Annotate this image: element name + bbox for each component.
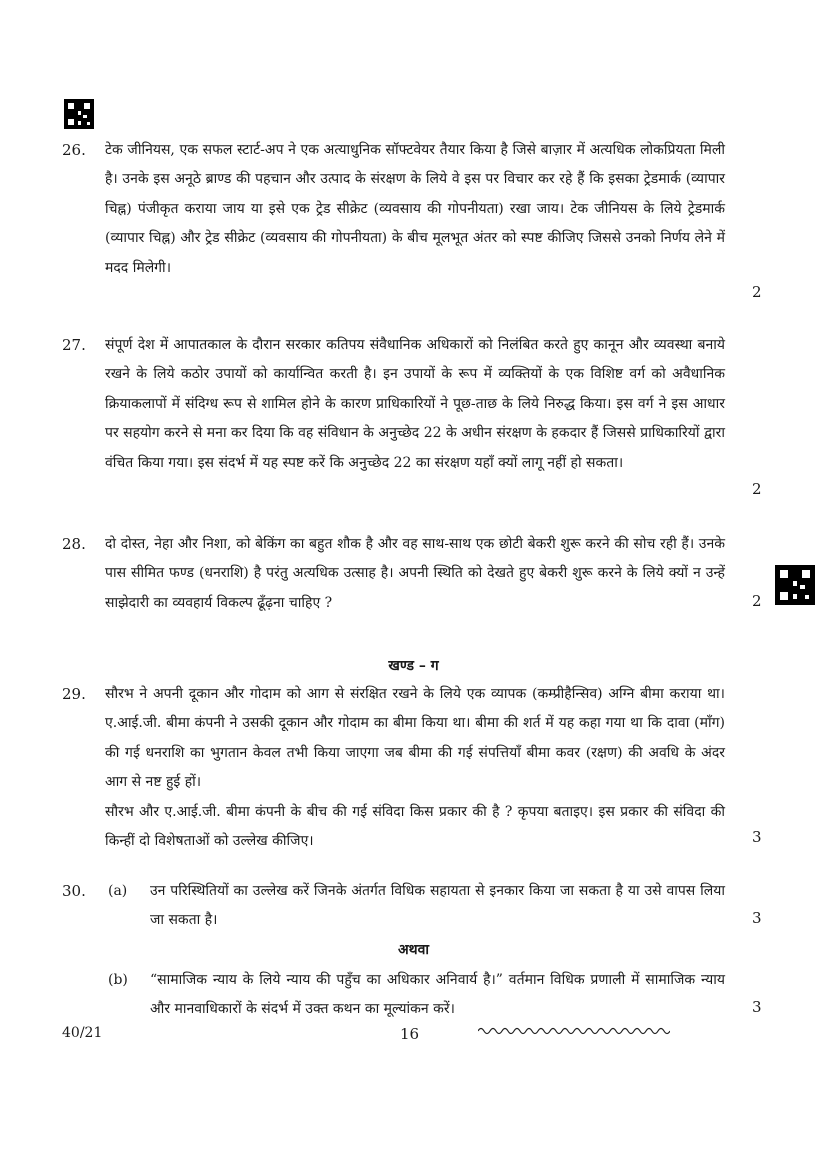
page-number: 16	[400, 1025, 420, 1043]
question-marks-b: 3	[752, 998, 762, 1016]
sub-question-text-b: “सामाजिक न्याय के लिये न्याय की पहुँच का अधिकार अनिवार्य है।” वर्तमान विधिक प्रणाली में सामाजिक न्याय और मानवाधिकारों के संदर्भ में उक्त कथन का मूल्यांकन करें।	[150, 972, 725, 1018]
question-text: सौरभ ने अपनी दूकान और गोदाम को आग से संरक्षित रखने के लिये एक व्यापक (कम्प्रीहैन्सिव) अग्नि बीमा कराया था। ए.आई.जी. बीमा कंपनी ने उसकी दूकान और गोदाम का बीमा किया था। बीमा की शर्त में यह कहा गया था कि दावा (माँग) की गई धनराशि का भुगतान केवल तभी किया जाएगा जब बीमा की गई संपत्तियाँ बीमा कवर (रक्षण) की अवधि के अंदर आग से नष्ट हुई हों। सौरभ और ए.आई.जी. बीमा कंपनी के बीच की गई संविदा किस प्रकार की है ? कृपया बताइए। इस प्रकार की संविदा की किन्हीं दो विशेषताओं को उल्लेख कीजिए।	[105, 686, 725, 850]
paper-code: 40/21	[62, 1025, 103, 1041]
question-marks: 2	[752, 592, 762, 610]
question-marks: 3	[752, 828, 762, 846]
section-heading: खण्ड – ग	[388, 658, 439, 674]
question-number: 27.	[62, 336, 86, 354]
sub-question-text-a: उन परिस्थितियों का उल्लेख करें जिनके अंतर्गत विधिक सहायता से इनकार किया जा सकता है या उसे वापस लिया जा सकता है।	[150, 883, 725, 929]
question-marks: 2	[752, 480, 762, 498]
qr-code-icon	[775, 565, 815, 605]
wavy-line-icon	[478, 1024, 670, 1038]
or-divider: अथवा	[397, 942, 430, 958]
sub-question-label-b: (b)	[108, 972, 128, 988]
question-number: 28.	[62, 535, 86, 553]
question-marks-a: 3	[752, 909, 762, 927]
qr-code-icon	[64, 99, 94, 129]
question-number: 29.	[62, 685, 86, 703]
question-text: दो दोस्त, नेहा और निशा, को बेकिंग का बहुत शौक है और वह साथ-साथ एक छोटी बेकरी शुरू करने की सोच रही हैं। उनके पास सीमित फण्ड (धनराशि) है परंतु अत्यधिक उत्साह है। अपनी स्थिति को देखते हुए बेकरी शुरू करने के लिये क्यों न उन्हें साझेदारी का व्यवहार्य विकल्प ढूँढ़ना चाहिए ?	[105, 536, 725, 611]
question-text: संपूर्ण देश में आपातकाल के दौरान सरकार कतिपय संवैधानिक अधिकारों को निलंबित करते हुए कानून और व्यवस्था बनाये रखने के लिये कठोर उपायों को कार्यान्वित करती है। इन उपायों के रूप में व्यक्तियों के एक विशिष्ट वर्ग को अवैधानिक क्रियाकलापों में संदिग्ध रूप से शामिल होने के कारण प्राधिकारियों ने पूछ-ताछ के लिये निरुद्ध किया। इस वर्ग ने इस आधार पर सहयोग करने से मना कर दिया कि वह संविधान के अनुच्छेद 22 के अधीन संरक्षण के हकदार हैं जिससे प्राधिकारियों द्वारा वंचित किया गया। इस संदर्भ में यह स्पष्ट करें कि अनुच्छेद 22 का संरक्षण यहाँ क्यों लागू नहीं हो सकता।	[105, 337, 725, 471]
question-text: टेक जीनियस, एक सफल स्टार्ट-अप ने एक अत्याधुनिक सॉफ्टवेयर तैयार किया है जिसे बाज़ार में अत्यधिक लोकप्रियता मिली है। उनके इस अनूठे ब्राण्ड की पहचान और उत्पाद के संरक्षण के लिये वे इस पर विचार कर रहे हैं कि इसका ट्रेडमार्क (व्यापार चिह्न) पंजीकृत कराया जाय या इसे एक ट्रेड सीक्रेट (व्यवसाय की गोपनीयता) रखा जाय। टेक जीनियस के लिये ट्रेडमार्क (व्यापार चिह्न) और ट्रेड सीक्रेट (व्यवसाय की गोपनीयता) के बीच मूलभूत अंतर को स्पष्ट कीजिए जिससे उनको निर्णय लेने में मदद मिलेगी।	[105, 142, 725, 276]
question-marks: 2	[752, 283, 762, 301]
question-number: 26.	[62, 141, 86, 159]
sub-question-label-a: (a)	[108, 883, 128, 899]
question-number: 30.	[62, 882, 86, 900]
